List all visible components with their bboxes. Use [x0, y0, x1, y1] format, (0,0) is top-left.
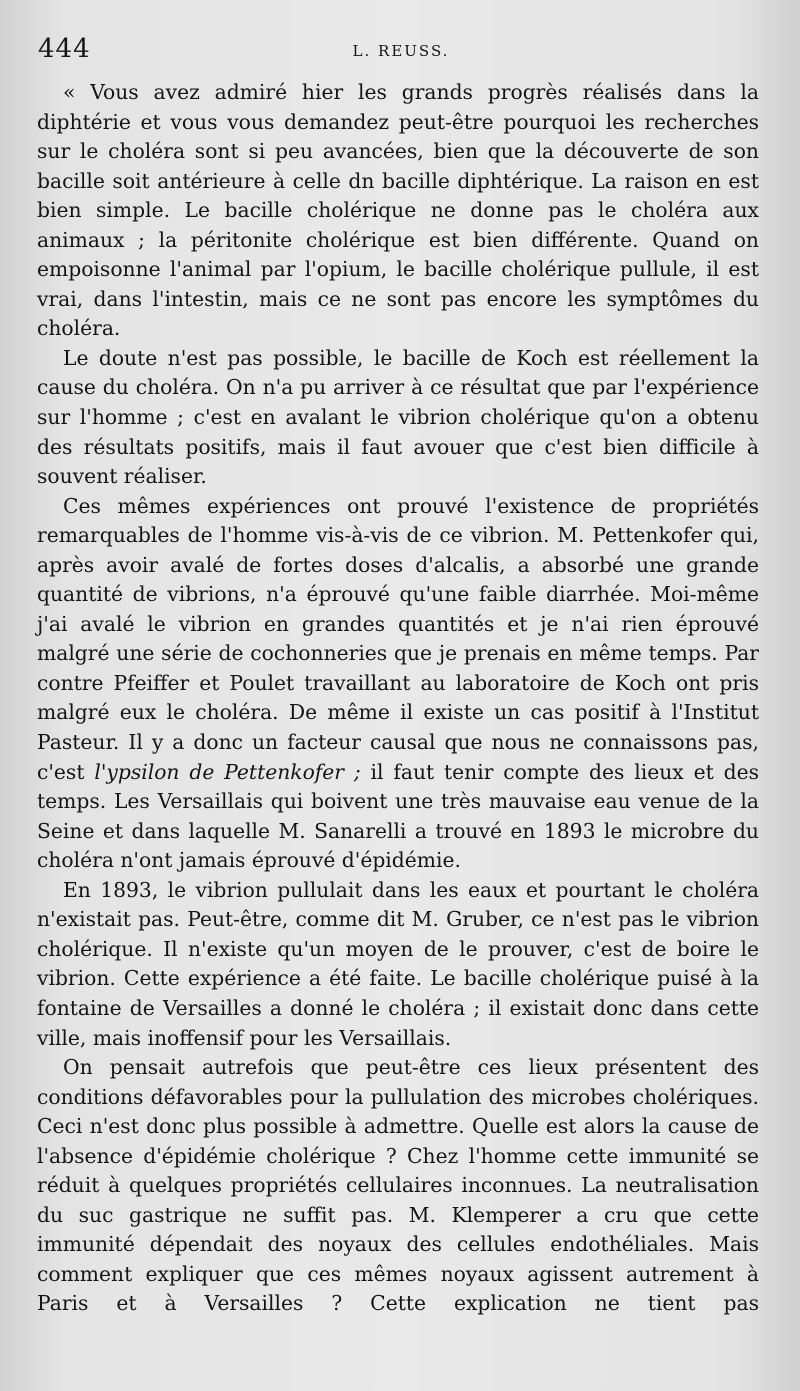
- paragraph-3: [37, 492, 759, 876]
- paragraph-2: Le doute n'est pas possible, le bacille de Koch est réellement la cause du choléra. On n'a pu arriver à ce résultat que par l'expérience sur l'homme ; c'est en avalant le vibrion cholérique qu'on a obtenu des résultats positifs, mais il faut avouer que c'est bien difficile à souvent réaliser.: [37, 345, 759, 489]
- body-text: [37, 78, 759, 1319]
- paragraph-4: En 1893, le vibrion pullulait dans les eaux et pourtant le choléra n'existait pas. Peut-être, comme dit M. Gruber, ce n'est pas le vibrion cholérique. Il n'existe qu'un moyen de le prouver, c'est de boire le vibrion. Cette expérience a été faite. Le bacille cholérique puisé à la fontaine de Versailles a donné le choléra ; il existait donc dans cette ville, mais inoffensif pour les Versaillais.: [37, 877, 759, 1050]
- paragraph-3-italic: l'ypsilon de Pettenkofer ;: [94, 759, 361, 784]
- page-number: 444: [38, 34, 91, 64]
- running-head: L. REUSS.: [352, 42, 450, 60]
- paragraph-3-text-before: Ces mêmes expériences ont prouvé l'existence de propriétés remarquables de l'homme vis-à-vis de ce vibrion. M. Pettenkofer qui, après avoir avalé de fortes doses d'alcalis, a absorbé une grande quantité de vibrions, n'a éprouvé qu'une faible diarrhée. Moi-même j'ai avalé le vibrion en grandes quantités et je n'ai rien éprouvé malgré une série de cochonneries que je prenais en même temps. Par contre Pfeiffer et Poulet travaillant au laboratoire de Koch ont pris malgré eux le choléra. De même il existe un cas positif à l'Institut Pasteur. Il y a donc un facteur causal que nous ne connaissons pas, c'est: [37, 493, 759, 784]
- paragraph-5: On pensait autrefois que peut-être ces lieux présentent des conditions défavorables pour la pullulation des microbes cholériques. Ceci n'est donc plus possible à admettre. Quelle est alors la cause de l'absence d'épidémie cholérique ? Chez l'homme cette immunité se réduit à quelques propriétés cellulaires inconnues. La neutralisation du suc gastrique ne suffit pas. M. Klemperer a cru que cette immunité dépendait des noyaux des cellules endothéliales. Mais comment expliquer que ces mêmes noyaux agissent autrement à Paris et à Versailles ? Cette explication ne tient pas: [37, 1055, 759, 1316]
- paragraph-3-text-after: il faut tenir compte des lieux et des temps. Les Versaillais qui boivent une très mauvaise eau venue de la Seine et dans laquelle M. Sanarelli a trouvé en 1893 le microbre du choléra n'ont jamais éprouvé d'épidémie.: [37, 759, 759, 873]
- page-header: [36, 34, 766, 74]
- paragraph-1: « Vous avez admiré hier les grands progrès réalisés dans la diphtérie et vous vous demandez peut-être pourquoi les recherches sur le choléra sont si peu avancées, bien que la découverte de son bacille soit antérieure à celle dn bacille diphtérique. La raison en est bien simple. Le bacille cholérique ne donne pas le choléra aux animaux ; la péritonite cholérique est bien différente. Quand on empoisonne l'animal par l'opium, le bacille cholérique pullule, il est vrai, dans l'intestin, mais ce ne sont pas encore les symptômes du choléra.: [37, 80, 759, 341]
